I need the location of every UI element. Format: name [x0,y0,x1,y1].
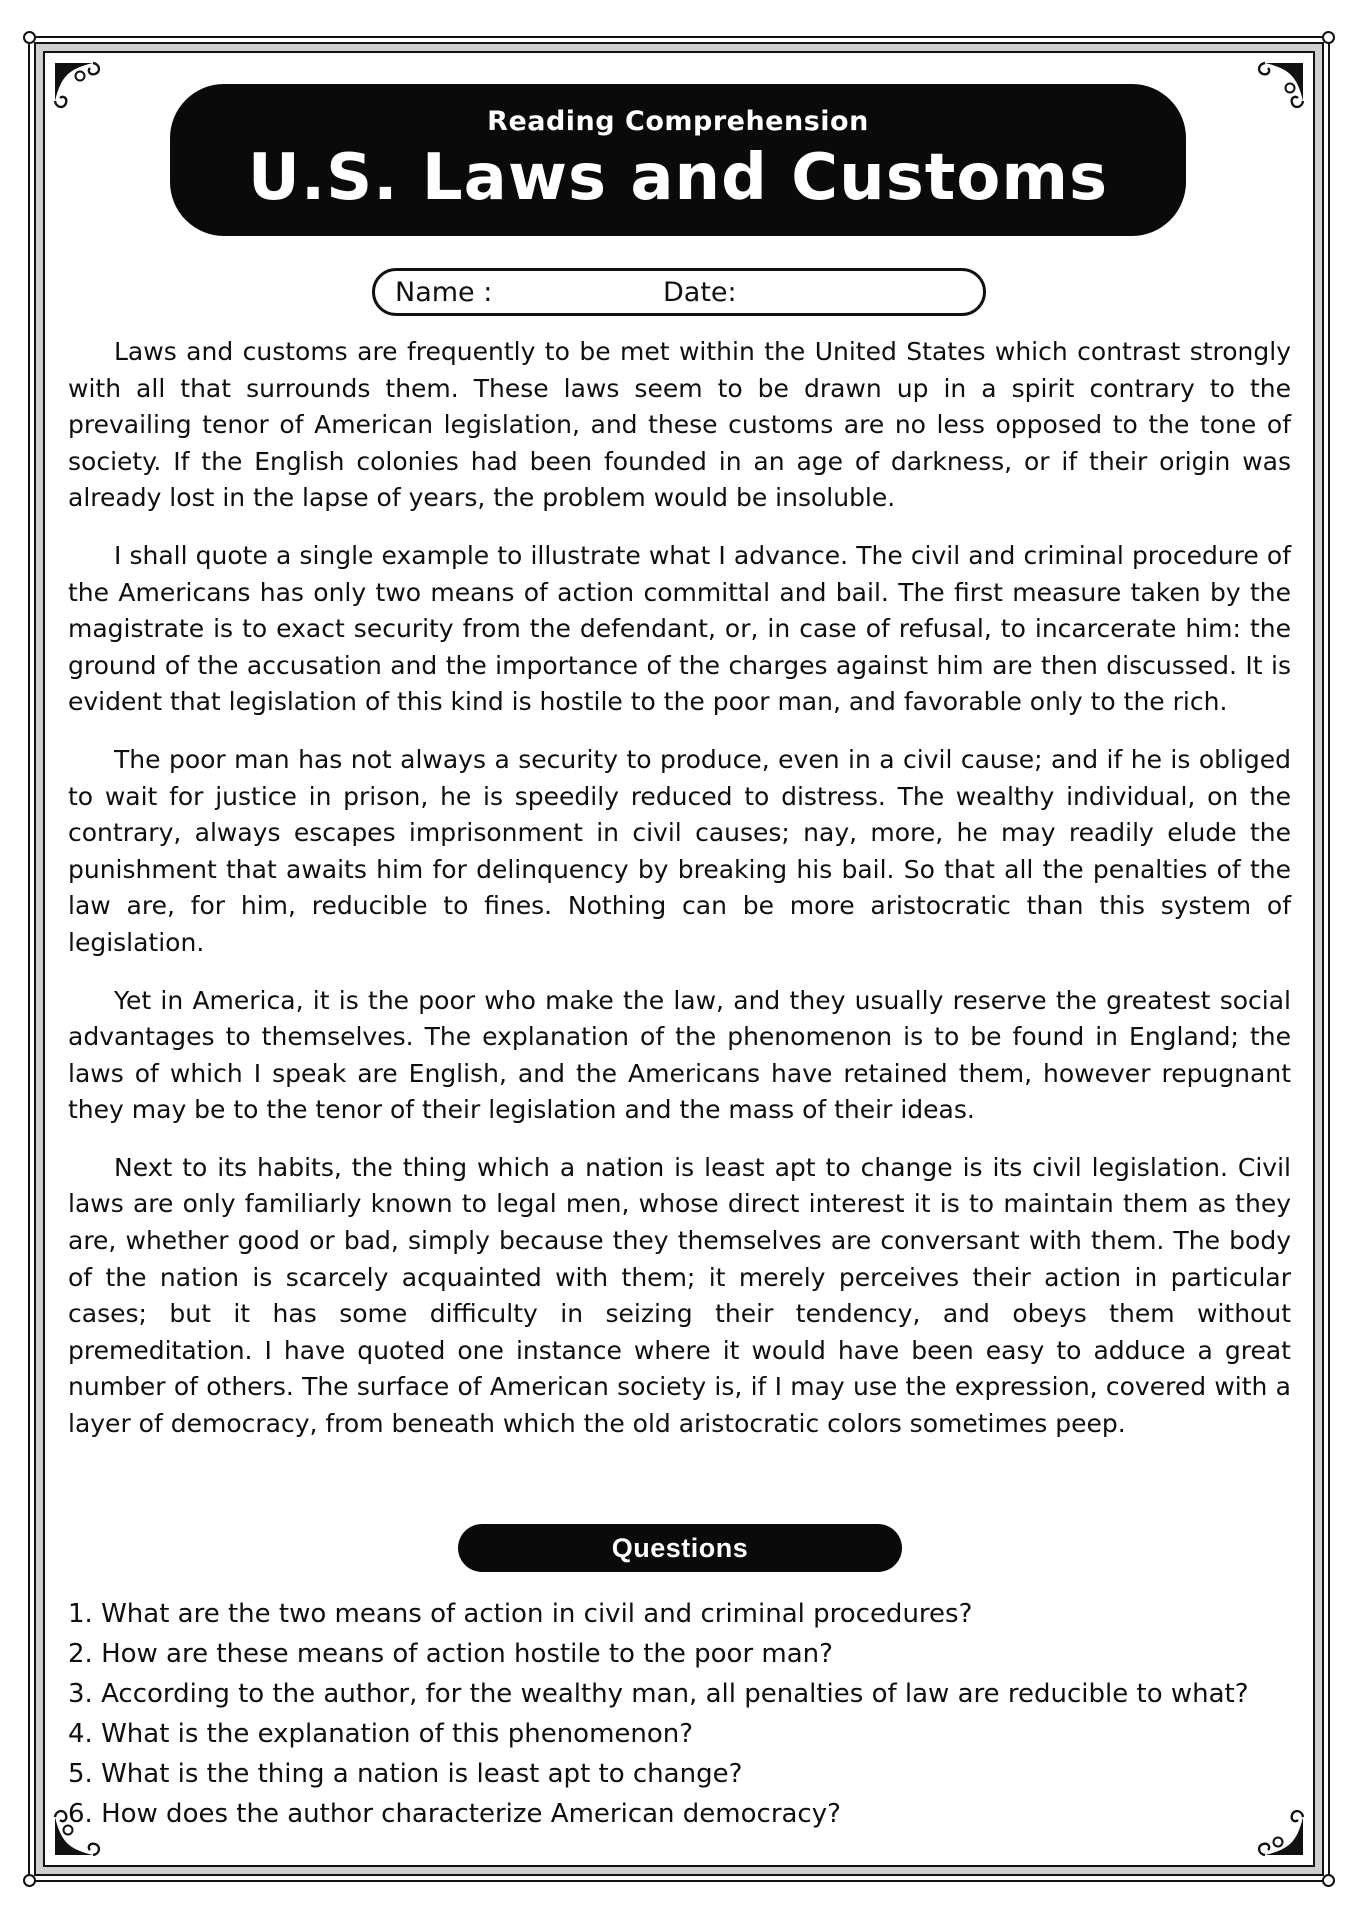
questions-section-label: Questions [611,1532,749,1563]
passage-paragraph: Yet in America, it is the poor who make the law, and they usually reserve the greatest social advantages to themselves. The explanation of the phenomenon is to be found in England; the laws of which I speak are English, and the Americans have retained them, however repugnant they may be to the tenor of their legislation and the mass of their ideas. [68,985,1291,1125]
corner-flourish-icon [53,1809,101,1857]
corner-dot-icon [1322,1874,1335,1887]
name-label: Name : [395,276,493,308]
question-item: 3. According to the author, for the wealthy man, all penalties of law are reducible to what? [68,1679,1249,1709]
question-item: 5. What is the thing a nation is least apt to change? [68,1759,743,1789]
passage-paragraph: I shall quote a single example to illustrate what I advance. The civil and criminal procedure of the Americans has only two means of action committal and bail. The first measure taken by the magistrate is to exact security from the defendant, or, in case of refusal, to incarcerate him: the ground of the accusation and the importance of the charges against him are then discussed. It is evident that legislation of this kind is hostile to the poor man, and favorable only to the rich. [68,540,1291,717]
question-item: 2. How are these means of action hostile to the poor man? [68,1639,833,1669]
corner-dot-icon [1322,31,1335,44]
corner-flourish-icon [53,61,101,109]
header-kicker: Reading Comprehension [487,105,869,137]
name-date-field [372,268,986,316]
page-title: U.S. Laws and Customs [247,140,1109,215]
date-label: Date: [663,276,737,308]
question-item: 1. What are the two means of action in civil and criminal procedures? [68,1599,973,1629]
questions-list [68,1594,1313,1834]
corner-dot-icon [23,31,36,44]
reading-passage [68,334,1291,1464]
corner-flourish-icon [1257,61,1305,109]
corner-flourish-icon [1257,1809,1305,1857]
questions-section-header [458,1524,902,1572]
passage-paragraph: Next to its habits, the thing which a nation is least apt to change is its civil legislation. Civil laws are only familiarly known to legal men, whose direct interest it is to maintain them as they are, whether good or bad, simply because they themselves are conversant with them. The body of the nation is scarcely acquainted with them; it merely perceives their action in particular cases; but it has some difficulty in seizing their tendency, and obeys them without premeditation. I have quoted one instance where it would have been easy to adduce a great number of others. The surface of American society is, if I may use the expression, covered with a layer of democracy, from beneath which the old aristocratic colors sometimes peep. [68,1152,1291,1439]
passage-paragraph: Laws and customs are frequently to be met within the United States which contrast strongly with all that surrounds them. These laws seem to be drawn up in a spirit contrary to the prevailing tenor of American legislation, and these customs are no less opposed to the tone of society. If the English colonies had been founded in an age of darkness, or if their origin was already lost in the lapse of years, the problem would be insoluble. [68,337,1291,513]
worksheet-header [170,84,1186,236]
corner-dot-icon [23,1874,36,1887]
passage-paragraph: The poor man has not always a security to produce, even in a civil cause; and if he is obliged to wait for justice in prison, he is speedily reduced to distress. The wealthy individual, on the contrary, always escapes imprisonment in civil causes; nay, more, he may readily elude the punishment that awaits him for delinquency by breaking his bail. So that all the penalties of the law are, for him, reducible to fines. Nothing can be more aristocratic than this system of legislation. [68,744,1291,957]
question-item: 4. What is the explanation of this phenomenon? [68,1719,694,1749]
question-item: 6. How does the author characterize American democracy? [68,1799,841,1829]
